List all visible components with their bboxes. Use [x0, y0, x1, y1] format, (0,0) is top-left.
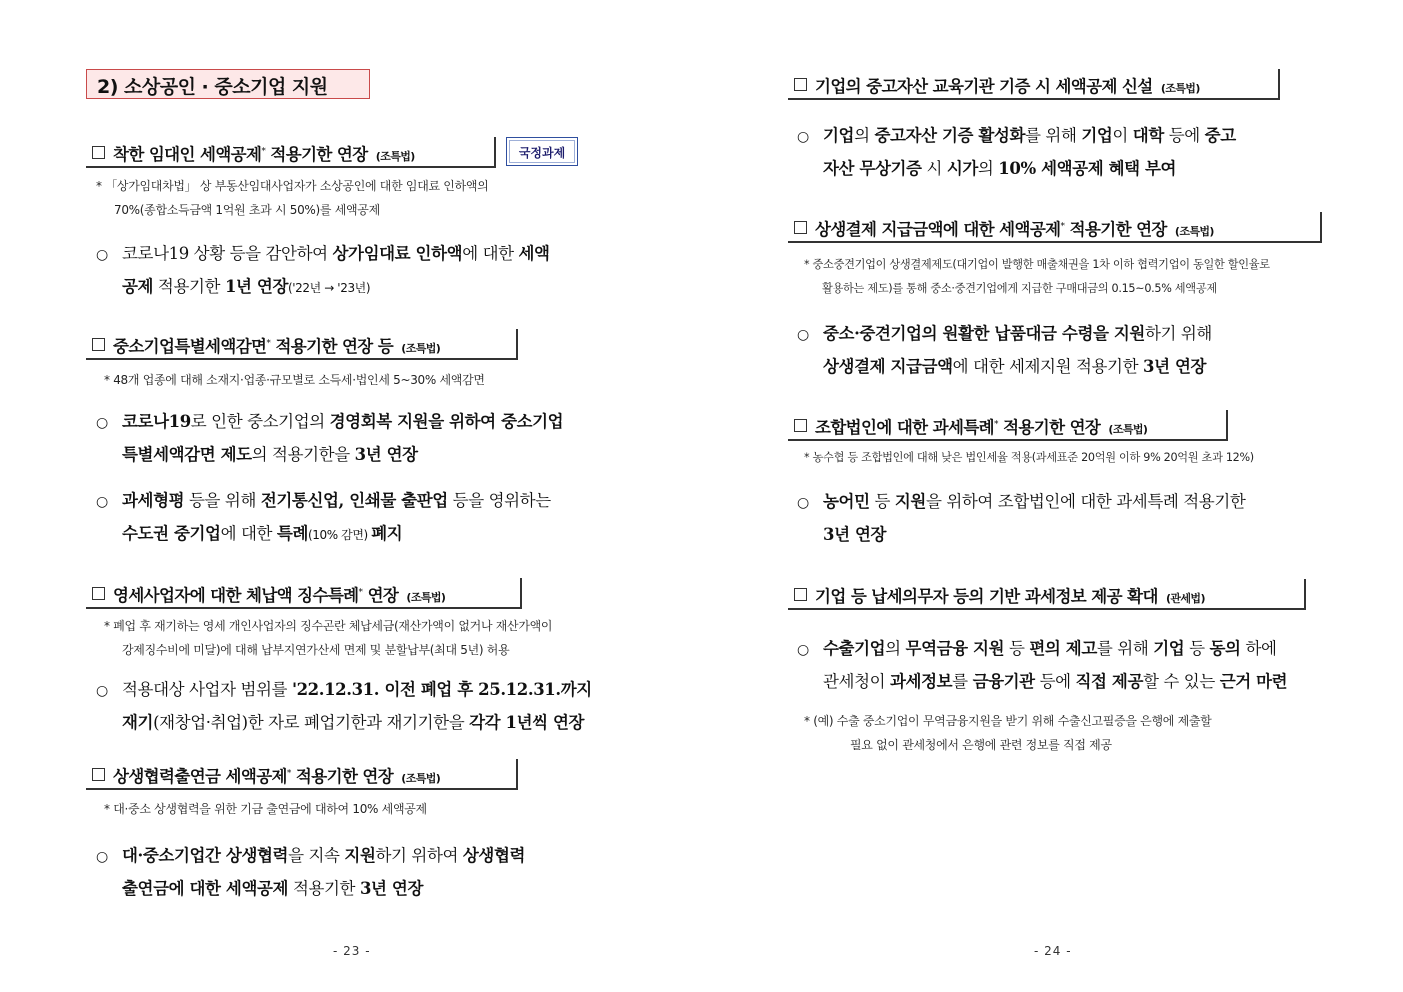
- bullet-good-landlord: ○ 코로나19 상황 등을 감안하여 상가임대료 인하액에 대한 세액 공제 적용기한 1년 연장('22년 → '23년): [96, 244, 550, 296]
- bullet-tax-equity: ○ 과세형평 등을 위해 전기통신업, 인쇄물 출판업 등을 영위하는 수도권 중기업에 대한 특례(10% 감면) 폐지: [96, 491, 551, 543]
- heading-sme-special-reduction: 중소기업특별세액감면* 적용기한 연장 등 (조특법): [86, 329, 518, 360]
- bullet-delinquent-collection: ○ 적용대상 사업자 범위를 '22.12.31. 이전 폐업 후 25.12.31.까지 재기(재창업·취업)한 자로 폐업기한과 재기기한을 각각 1년씩 연장: [96, 680, 592, 732]
- section-title: 2) 소상공인 · 중소기업 지원: [86, 69, 370, 99]
- bullet-cooperative-corp: ○ 농어민 등 지원을 위하여 조합법인에 대한 과세특례 적용기한 3년 연장: [797, 492, 1246, 544]
- heading-tax-info-provision: 기업 등 납세의무자 등의 기반 과세정보 제공 확대 (관세법): [788, 579, 1306, 610]
- checkbox-square-icon: [794, 221, 807, 234]
- heading-cooperative-corp: 조합법인에 대한 과세특례* 적용기한 연장 (조특법): [788, 410, 1228, 441]
- checkbox-square-icon: [92, 768, 105, 781]
- right-page: [700, 0, 1403, 992]
- heading-coprosperity-fund: 상생협력출연금 세액공제* 적용기한 연장 (조특법): [86, 759, 518, 790]
- checkbox-square-icon: [92, 146, 105, 159]
- heading-coprosperity-payment: 상생결제 지급금액에 대한 세액공제* 적용기한 연장 (조특법): [788, 212, 1322, 243]
- page-number: - 23 -: [333, 944, 371, 958]
- note-cooperative-corp: * 농수협 등 조합법인에 대해 낮은 법인세율 적용(과세표준 20억원 이하 9% 20억원 초과 12%): [804, 451, 1254, 464]
- bullet-coprosperity-payment: ○ 중소·중견기업의 원활한 납품대금 수령을 지원하기 위해 상생결제 지급금액에 대한 세제지원 적용기한 3년 연장: [797, 324, 1212, 376]
- note-tax-info-provision: * (예) 수출 중소기업이 무역금융지원을 받기 위해 수출신고필증을 은행에 제출할 필요 없이 관세청에서 은행에 관련 정보를 직접 제공: [804, 714, 1212, 752]
- page-number: - 24 -: [1034, 944, 1072, 958]
- checkbox-square-icon: [92, 338, 105, 351]
- heading-delinquent-collection: 영세사업자에 대한 체납액 징수특례* 연장 (조특법): [86, 578, 522, 609]
- note-sme-special-reduction: * 48개 업종에 대해 소재지·업종·규모별로 소득세·법인세 5~30% 세액감면: [104, 373, 485, 387]
- note-coprosperity-fund: * 대·중소 상생협력을 위한 기금 출연금에 대하여 10% 세액공제: [104, 802, 427, 816]
- checkbox-square-icon: [92, 587, 105, 600]
- bullet-used-asset-donation: ○ 기업의 중고자산 기증 활성화를 위해 기업이 대학 등에 중고 자산 무상기증 시 시가의 10% 세액공제 혜택 부여: [797, 126, 1236, 178]
- left-page: [0, 0, 700, 992]
- bullet-tax-info-provision: ○ 수출기업의 무역금융 지원 등 편의 제고를 위해 기업 등 동의 하에 관세청이 과세정보를 금융기관 등에 직접 제공할 수 있는 근거 마련: [797, 639, 1288, 691]
- note-delinquent-collection: * 폐업 후 재기하는 영세 개인사업자의 징수곤란 체납세금(재산가액이 없거나 재산가액이 강제징수비에 미달)에 대해 납부지연가산세 면제 및 분할납부(최대 5년) 허용: [104, 619, 553, 657]
- checkbox-square-icon: [794, 419, 807, 432]
- bullet-coprosperity-fund: ○ 대·중소기업간 상생협력을 지속 지원하기 위하여 상생협력 출연금에 대한 세액공제 적용기한 3년 연장: [96, 846, 526, 898]
- bullet-sme-recovery: ○ 코로나19로 인한 중소기업의 경영회복 지원을 위하여 중소기업 특별세액감면 제도의 적용기한을 3년 연장: [96, 412, 564, 464]
- note-good-landlord: * 「상가임대차법」 상 부동산임대사업자가 소상공인에 대한 임대료 인하액의 70%(종합소득금액 1억원 초과 시 50%)를 세액공제: [96, 179, 489, 217]
- checkbox-square-icon: [794, 78, 807, 91]
- heading-good-landlord: 착한 임대인 세액공제* 적용기한 연장 (조특법): [86, 137, 496, 168]
- national-task-badge: 국정과제: [506, 137, 578, 166]
- heading-used-asset-donation: 기업의 중고자산 교육기관 기증 시 세액공제 신설 (조특법): [788, 69, 1280, 100]
- note-coprosperity-payment: * 중소중견기업이 상생결제제도(대기업이 발행한 매출채권을 1차 이하 협력기업이 동일한 할인율로 활용하는 제도)를 통해 중소·중견기업에게 지급한 구매대금의 0.15~0.5% 세액공제: [804, 258, 1270, 295]
- checkbox-square-icon: [794, 588, 807, 601]
